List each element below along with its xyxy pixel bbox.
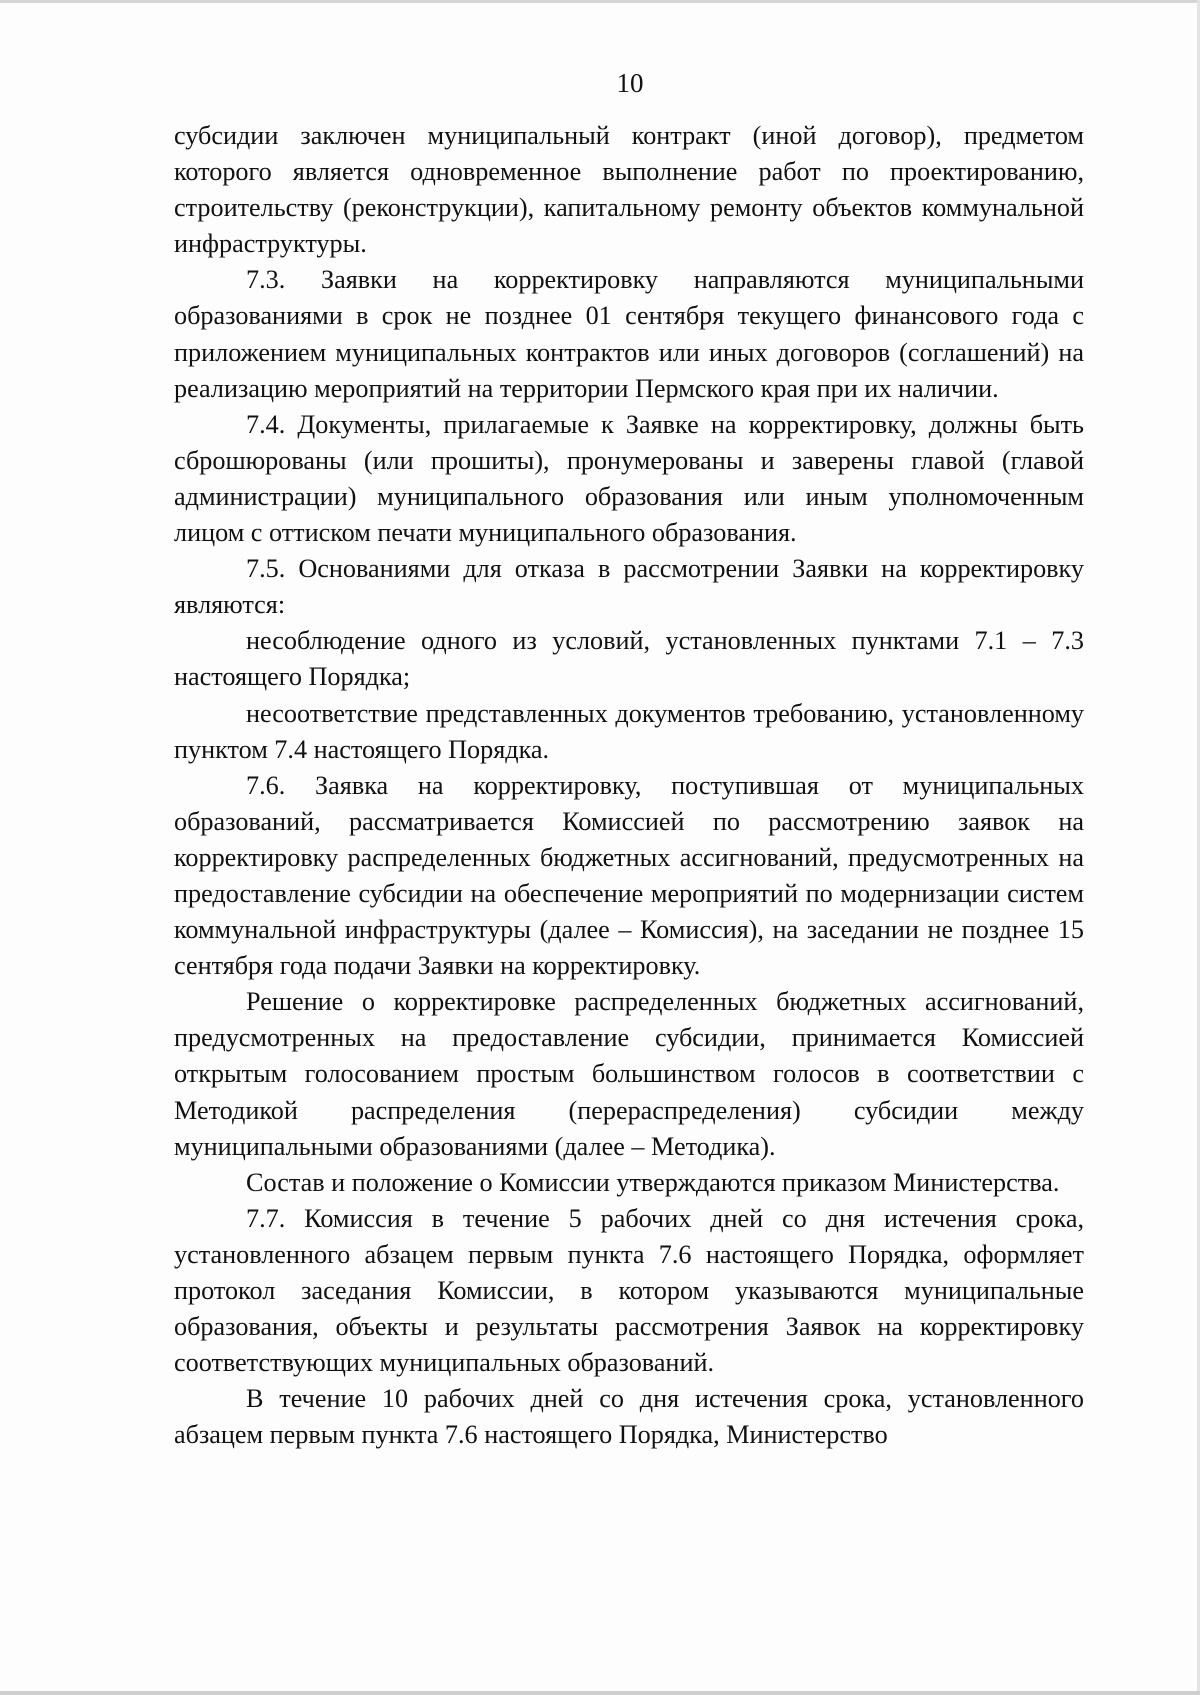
scan-border-bottom [0,1691,1200,1695]
paragraph-7-5-reason-2: несоответствие представленных документов требованию, установленному пунктом 7.4 настоящего Порядка. [174,698,1084,764]
paragraph-7-3: 7.3. Заявки на корректировку направляются муниципальными образованиями в срок не позднее 01 сентября текущего финансового года с приложением муниципальных контрактов или иных договоров (соглашений) на реализацию мероприятий на территории Пермского края при их наличии. [174,265,1084,403]
paragraph-7-4: 7.4. Документы, прилагаемые к Заявке на корректировку, должны быть сброшюрованы (или прошиты), пронумерованы и заверены главой (главой администрации) муниципального образования или иным уполномоченным лицом с оттиском печати муниципального образования. [174,409,1084,548]
paragraph-7-6-decision: Решение о корректировке распределенных бюджетных ассигнований, предусмотренных на предоставление субсидии, принимается Комиссией открытым голосованием простым большинством голосов в соответствии с Методикой распределения (перераспределения) субсидии между муниципальными образованиями (далее – Методика). [174,987,1084,1161]
paragraph-7-5-reason-1: несоблюдение одного из условий, установленных пунктами 7.1 – 7.3 настоящего Порядка; [174,626,1084,692]
paragraph-subsidy-contract: субсидии заключен муниципальный контракт (иной договор), предметом которого является одновременное выполнение работ по проектированию, строительству (реконструкции), капитальному ремонту объектов коммунальной инфраструктуры. [174,121,1084,259]
paragraph-7-6-commission-composition: Состав и положение о Комиссии утверждаются приказом Министерства. [246,1167,1060,1197]
document-body [174,118,1084,1453]
page-number: 10 [616,68,644,98]
paragraph-7-6: 7.6. Заявка на корректировку, поступившая от муниципальных образований, рассматривается Комиссией по рассмотрению заявок на корректировку распределенных бюджетных ассигнований, предусмотренных на предоставление субсидии на обеспечение мероприятий по модернизации систем коммунальной инфраструктуры (далее – Комиссия), на заседании не позднее 15 сентября года подачи Заявки на корректировку. [174,770,1084,981]
paragraph-7-7: 7.7. Комиссия в течение 5 рабочих дней со дня истечения срока, установленного абзацем первым пункта 7.6 настоящего Порядка, оформляет протокол заседания Комиссии, в котором указываются муниципальные образования, объекты и результаты рассмотрения Заявок на корректировку соответствующих муниципальных образований. [174,1203,1084,1378]
paragraph-7-7-ministry: В течение 10 рабочих дней со дня истечения срока, установленного абзацем первым пункта 7.6 настоящего Порядка, Министерство [174,1384,1084,1450]
scan-border-top [0,0,1200,3]
paragraph-7-5: 7.5. Основаниями для отказа в рассмотрении Заявки на корректировку являются: [174,554,1084,620]
